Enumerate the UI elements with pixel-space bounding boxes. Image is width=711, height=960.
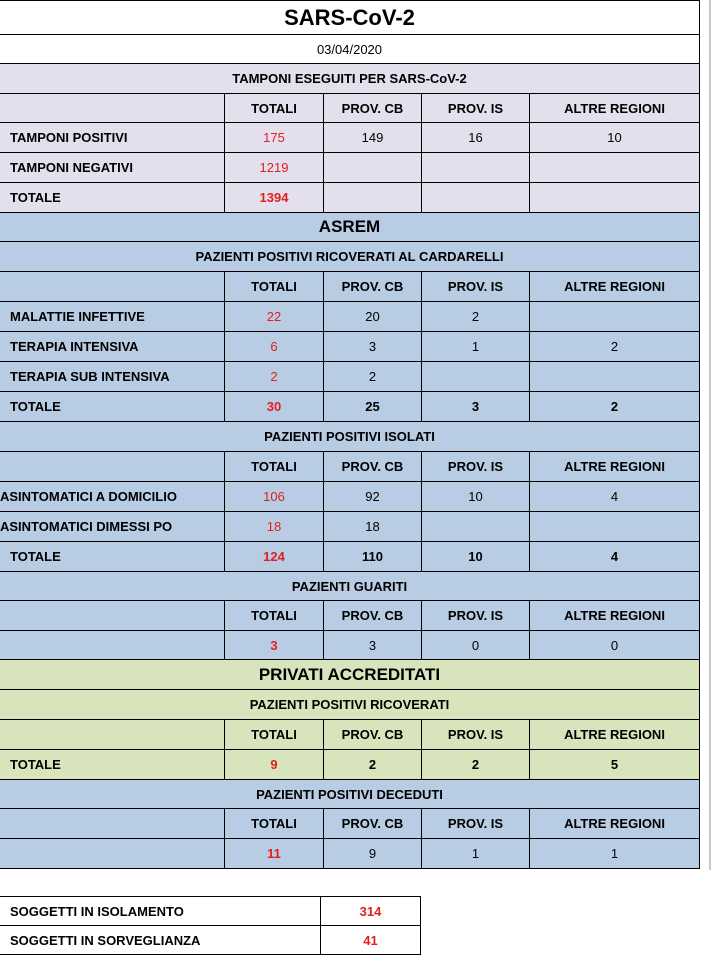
cell-prov-cb: 2 [323, 750, 421, 779]
cell-totali: 11 [224, 839, 323, 868]
asrem-heading: ASREM [318, 217, 381, 236]
cell-totali: 1394 [224, 183, 323, 212]
table-row [0, 362, 700, 392]
tamponi-heading: TAMPONI ESEGUITI PER SARS-CoV-2 [232, 71, 467, 86]
summary-table [0, 896, 421, 955]
tamponi-heading-row [0, 64, 700, 94]
row-label: ASINTOMATICI DIMESSI PO [0, 519, 173, 534]
cell-totali: 3 [224, 631, 323, 659]
guariti-heading-row [0, 572, 700, 601]
isolati-heading-row [0, 422, 700, 452]
cell-totali: 2 [224, 362, 323, 391]
isolati-heading: PAZIENTI POSITIVI ISOLATI [264, 429, 435, 444]
header-prov-cb: PROV. CB [323, 272, 421, 301]
header-label-cell [0, 720, 224, 749]
row-label [0, 839, 224, 868]
header-label-cell [0, 809, 224, 838]
cell-totali: 18 [224, 512, 323, 541]
cell-prov-cb: 2 [323, 362, 421, 391]
report-title: SARS-CoV-2 [284, 4, 415, 30]
cell-prov-is [421, 153, 529, 182]
deceduti-heading: PAZIENTI POSITIVI DECEDUTI [256, 786, 443, 802]
header-prov-is: PROV. IS [421, 809, 529, 838]
header-label-cell [0, 601, 224, 630]
cell-totali: 9 [224, 750, 323, 779]
header-altre-regioni: ALTRE REGIONI [529, 272, 699, 301]
table-row-total [0, 183, 700, 213]
cell-altre-regioni: 4 [529, 482, 699, 511]
row-label: TOTALE [10, 757, 61, 772]
header-prov-is: PROV. IS [421, 601, 529, 630]
date-row [0, 35, 700, 64]
header-altre-regioni: ALTRE REGIONI [529, 720, 699, 749]
ricoverati-heading-row [0, 242, 700, 272]
table-row [0, 153, 700, 183]
header-altre-regioni: ALTRE REGIONI [529, 809, 699, 838]
row-label: TERAPIA SUB INTENSIVA [10, 369, 170, 384]
cell-altre-regioni: 2 [529, 332, 699, 361]
header-prov-cb: PROV. CB [323, 94, 421, 122]
cell-prov-is: 16 [421, 123, 529, 152]
header-prov-is: PROV. IS [421, 272, 529, 301]
cell-prov-cb: 18 [323, 512, 421, 541]
cell-totali: 6 [224, 332, 323, 361]
cell-prov-cb: 149 [323, 123, 421, 152]
table-row-total [0, 631, 700, 660]
header-totali: TOTALI [224, 720, 323, 749]
header-prov-cb: PROV. CB [323, 720, 421, 749]
table-row-total [0, 750, 700, 780]
cell-prov-is [421, 362, 529, 391]
row-label: TOTALE [10, 549, 61, 564]
header-prov-is: PROV. IS [421, 94, 529, 122]
table-row-total [0, 392, 700, 422]
summary-label: SOGGETTI IN SORVEGLIANZA [10, 932, 201, 948]
privati-heading-row [0, 660, 700, 690]
row-label: TERAPIA INTENSIVA [10, 339, 139, 354]
cell-totali: 106 [224, 482, 323, 511]
summary-row [0, 926, 421, 955]
cell-totali: 30 [224, 392, 323, 421]
cell-altre-regioni [529, 183, 699, 212]
guariti-column-header [0, 601, 700, 631]
cell-prov-cb: 92 [323, 482, 421, 511]
header-totali: TOTALI [224, 452, 323, 481]
cell-prov-cb: 3 [323, 332, 421, 361]
cell-prov-is [421, 183, 529, 212]
report-date: 03/04/2020 [316, 41, 383, 57]
header-prov-cb: PROV. CB [323, 452, 421, 481]
cell-altre-regioni [529, 512, 699, 541]
cell-altre-regioni: 4 [529, 542, 699, 571]
summary-value: 41 [320, 926, 420, 954]
table-row [0, 482, 700, 512]
cell-prov-is: 1 [421, 839, 529, 868]
cell-altre-regioni: 5 [529, 750, 699, 779]
cell-prov-cb: 3 [323, 631, 421, 659]
cell-prov-cb: 110 [323, 542, 421, 571]
cell-altre-regioni: 10 [529, 123, 699, 152]
table-row-total [0, 542, 700, 572]
guariti-heading: PAZIENTI GUARITI [291, 578, 408, 594]
cell-prov-is: 3 [421, 392, 529, 421]
table-row [0, 512, 700, 542]
cell-prov-is: 1 [421, 332, 529, 361]
row-label: TAMPONI POSITIVI [10, 130, 128, 145]
tamponi-column-header [0, 94, 700, 123]
cell-totali: 124 [224, 542, 323, 571]
header-altre-regioni: ALTRE REGIONI [529, 601, 699, 630]
cell-prov-cb: 25 [323, 392, 421, 421]
row-label: TOTALE [10, 399, 61, 414]
isolati-column-header [0, 452, 700, 482]
privati-heading: PRIVATI ACCREDITATI [258, 664, 441, 684]
header-prov-cb: PROV. CB [323, 809, 421, 838]
asrem-heading-row [0, 213, 700, 242]
deceduti-heading-row [0, 780, 700, 809]
row-label: ASINTOMATICI A DOMICILIO [0, 489, 177, 504]
header-prov-is: PROV. IS [421, 720, 529, 749]
cell-prov-is: 10 [421, 482, 529, 511]
cell-prov-cb [323, 183, 421, 212]
privati-ricoverati-column-header [0, 720, 700, 750]
cell-prov-cb [323, 153, 421, 182]
row-label: TOTALE [10, 190, 61, 205]
row-label [0, 631, 224, 659]
privati-ricoverati-heading: PAZIENTI POSITIVI RICOVERATI [249, 697, 450, 712]
table-row [0, 123, 700, 153]
cell-altre-regioni [529, 153, 699, 182]
cell-prov-is: 0 [421, 631, 529, 659]
header-prov-is: PROV. IS [421, 452, 529, 481]
ricoverati-heading: PAZIENTI POSITIVI RICOVERATI AL CARDARELLI [195, 249, 504, 264]
summary-row [0, 897, 421, 926]
summary-value: 314 [320, 897, 420, 925]
cell-prov-cb: 20 [323, 302, 421, 331]
cell-prov-is: 2 [421, 302, 529, 331]
row-label: TAMPONI NEGATIVI [10, 160, 134, 175]
header-totali: TOTALI [224, 94, 323, 122]
cell-prov-is [421, 512, 529, 541]
cell-altre-regioni [529, 362, 699, 391]
header-label-cell [0, 94, 224, 122]
ricoverati-column-header [0, 272, 700, 302]
cell-altre-regioni: 2 [529, 392, 699, 421]
cell-totali: 175 [224, 123, 323, 152]
header-totali: TOTALI [224, 809, 323, 838]
header-totali: TOTALI [224, 272, 323, 301]
table-row-total [0, 839, 700, 869]
table-row [0, 332, 700, 362]
cell-totali: 22 [224, 302, 323, 331]
cell-prov-is: 10 [421, 542, 529, 571]
cell-altre-regioni: 0 [529, 631, 699, 659]
header-label-cell [0, 452, 224, 481]
header-altre-regioni: ALTRE REGIONI [529, 452, 699, 481]
header-totali: TOTALI [224, 601, 323, 630]
header-prov-cb: PROV. CB [323, 601, 421, 630]
cell-prov-is: 2 [421, 750, 529, 779]
table-row [0, 302, 700, 332]
cell-totali: 1219 [224, 153, 323, 182]
deceduti-column-header [0, 809, 700, 839]
header-altre-regioni: ALTRE REGIONI [529, 94, 699, 122]
cell-altre-regioni [529, 302, 699, 331]
privati-ricoverati-heading-row [0, 690, 700, 720]
summary-label: SOGGETTI IN ISOLAMENTO [10, 903, 184, 919]
row-label: MALATTIE INFETTIVE [10, 309, 145, 324]
header-label-cell [0, 272, 224, 301]
cell-altre-regioni: 1 [529, 839, 699, 868]
cell-prov-cb: 9 [323, 839, 421, 868]
title-row [0, 1, 700, 35]
